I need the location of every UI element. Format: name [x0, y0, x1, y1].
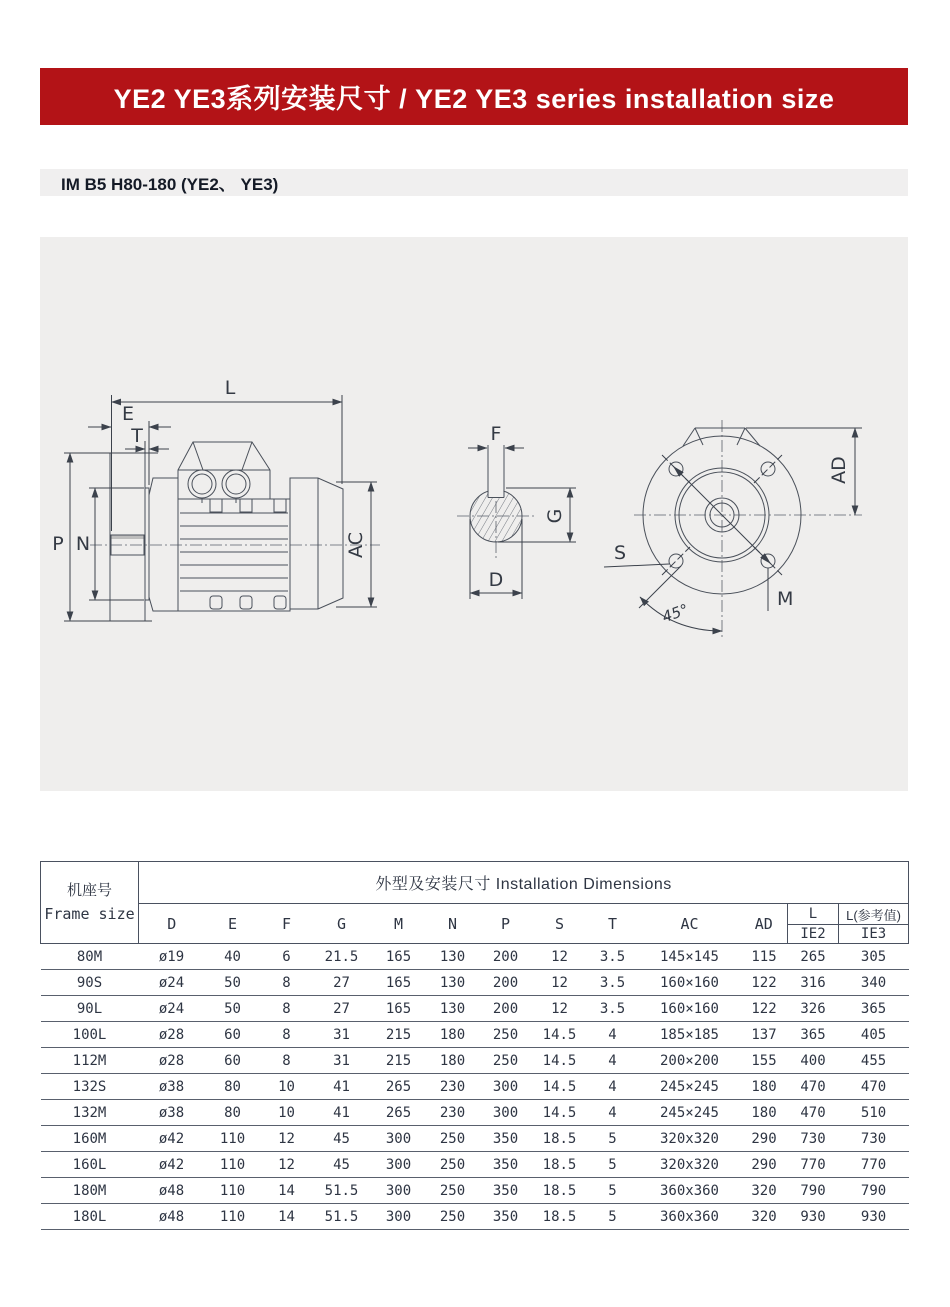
table-row [41, 970, 909, 996]
cell-P: 350 [479, 1126, 533, 1152]
cell-N: 230 [427, 1074, 479, 1100]
dimensions-table-wrap [40, 861, 908, 1230]
cell-IE2: 470 [788, 1100, 839, 1126]
group-header: 外型及安装尺寸 Installation Dimensions [139, 862, 909, 904]
cell-F: 14 [261, 1178, 313, 1204]
cell-S: 12 [533, 996, 587, 1022]
cell-F: 14 [261, 1204, 313, 1230]
cell-N: 130 [427, 996, 479, 1022]
cell-E: 40 [205, 944, 261, 970]
cell-IE3: 930 [839, 1204, 909, 1230]
col-header-E: E [205, 904, 261, 944]
cell-N: 250 [427, 1126, 479, 1152]
table-row [41, 1100, 909, 1126]
cell-frame: 112M [41, 1048, 139, 1074]
cell-S: 18.5 [533, 1126, 587, 1152]
cell-F: 12 [261, 1152, 313, 1178]
cell-D: ø48 [139, 1204, 205, 1230]
cell-frame: 80M [41, 944, 139, 970]
cell-N: 250 [427, 1204, 479, 1230]
cell-AC: 360x360 [639, 1204, 741, 1230]
cell-T: 5 [587, 1178, 639, 1204]
cell-G: 51.5 [313, 1204, 371, 1230]
dim-label-D: D [488, 569, 504, 591]
cell-P: 200 [479, 996, 533, 1022]
cell-IE3: 305 [839, 944, 909, 970]
cell-IE3: 510 [839, 1100, 909, 1126]
cell-E: 60 [205, 1022, 261, 1048]
col-header-G: G [313, 904, 371, 944]
cell-AC: 145×145 [639, 944, 741, 970]
cell-AD: 180 [741, 1100, 788, 1126]
cell-N: 250 [427, 1178, 479, 1204]
table-body [41, 944, 909, 1230]
cell-T: 4 [587, 1048, 639, 1074]
cell-D: ø19 [139, 944, 205, 970]
cell-M: 265 [371, 1100, 427, 1126]
cell-AD: 137 [741, 1022, 788, 1048]
cell-D: ø42 [139, 1126, 205, 1152]
cell-IE2: 930 [788, 1204, 839, 1230]
dim-label-S: S [613, 542, 627, 564]
cell-M: 300 [371, 1152, 427, 1178]
cell-D: ø24 [139, 996, 205, 1022]
dim-label-M: M [777, 588, 794, 610]
frame-size-header [41, 862, 139, 944]
shaft-section-view [457, 423, 576, 599]
cell-S: 12 [533, 970, 587, 996]
cell-AD: 122 [741, 996, 788, 1022]
cell-D: ø28 [139, 1022, 205, 1048]
cell-frame: 160L [41, 1152, 139, 1178]
cell-IE2: 265 [788, 944, 839, 970]
col-header-AC: AC [639, 904, 741, 944]
cell-frame: 180M [41, 1178, 139, 1204]
cell-E: 110 [205, 1152, 261, 1178]
cell-IE2: 730 [788, 1126, 839, 1152]
dim-label-T: T [131, 425, 143, 447]
cell-G: 27 [313, 970, 371, 996]
page-title: YE2 YE3系列安装尺寸 / YE2 YE3 series installation size [113, 84, 835, 114]
dim-label-angle: 45° [659, 600, 691, 627]
cell-AC: 245×245 [639, 1100, 741, 1126]
cell-E: 110 [205, 1178, 261, 1204]
dimensions-table [40, 861, 909, 1230]
cell-IE2: 400 [788, 1048, 839, 1074]
cell-T: 5 [587, 1126, 639, 1152]
col-header-D: D [139, 904, 205, 944]
table-row [41, 1126, 909, 1152]
cell-P: 350 [479, 1178, 533, 1204]
col-header-T: T [587, 904, 639, 944]
dim-label-AD: AD [828, 456, 850, 484]
flange-front-view [604, 420, 862, 639]
cell-P: 250 [479, 1022, 533, 1048]
cell-S: 12 [533, 944, 587, 970]
col-header-F: F [261, 904, 313, 944]
cell-E: 80 [205, 1074, 261, 1100]
cell-AC: 185×185 [639, 1022, 741, 1048]
cell-frame: 180L [41, 1204, 139, 1230]
cell-D: ø28 [139, 1048, 205, 1074]
col-header-AD: AD [741, 904, 788, 944]
cell-frame: 160M [41, 1126, 139, 1152]
cell-M: 165 [371, 944, 427, 970]
cell-M: 300 [371, 1204, 427, 1230]
cell-IE2: 365 [788, 1022, 839, 1048]
col-header-L: L [788, 904, 839, 925]
cell-P: 200 [479, 970, 533, 996]
cell-frame: 90S [41, 970, 139, 996]
col-header-M: M [371, 904, 427, 944]
cell-M: 215 [371, 1048, 427, 1074]
table-row [41, 944, 909, 970]
cell-G: 41 [313, 1100, 371, 1126]
cell-T: 3.5 [587, 970, 639, 996]
cell-P: 200 [479, 944, 533, 970]
cell-G: 31 [313, 1048, 371, 1074]
cell-N: 230 [427, 1100, 479, 1126]
cell-IE2: 790 [788, 1178, 839, 1204]
cell-E: 60 [205, 1048, 261, 1074]
cell-AC: 160×160 [639, 970, 741, 996]
cell-T: 3.5 [587, 996, 639, 1022]
installation-drawing [40, 237, 908, 791]
cell-IE2: 470 [788, 1074, 839, 1100]
cell-F: 10 [261, 1100, 313, 1126]
frame-size-header-cn: 机座号 [66, 882, 112, 899]
col-header-IE2: IE2 [788, 925, 839, 944]
table-header-row-2 [41, 904, 909, 925]
cell-S: 14.5 [533, 1048, 587, 1074]
cell-E: 110 [205, 1126, 261, 1152]
cell-S: 18.5 [533, 1152, 587, 1178]
cell-IE3: 455 [839, 1048, 909, 1074]
cell-F: 8 [261, 1022, 313, 1048]
table-row [41, 1152, 909, 1178]
dim-label-G: G [544, 508, 566, 524]
cell-G: 31 [313, 1022, 371, 1048]
cell-T: 4 [587, 1100, 639, 1126]
cell-F: 8 [261, 996, 313, 1022]
cell-AD: 320 [741, 1178, 788, 1204]
cell-AC: 320x320 [639, 1126, 741, 1152]
cell-M: 300 [371, 1178, 427, 1204]
technical-drawing-panel [40, 237, 908, 791]
cell-G: 41 [313, 1074, 371, 1100]
col-header-IE3: IE3 [839, 925, 909, 944]
cell-AC: 200×200 [639, 1048, 741, 1074]
cell-AD: 115 [741, 944, 788, 970]
cell-AD: 320 [741, 1204, 788, 1230]
cell-F: 12 [261, 1126, 313, 1152]
cell-F: 8 [261, 1048, 313, 1074]
dim-label-L: L [224, 377, 236, 399]
cell-M: 300 [371, 1126, 427, 1152]
cell-E: 50 [205, 996, 261, 1022]
cell-IE3: 790 [839, 1178, 909, 1204]
dim-label-P: P [52, 533, 64, 555]
cell-IE2: 316 [788, 970, 839, 996]
table-row [41, 1204, 909, 1230]
cell-IE3: 770 [839, 1152, 909, 1178]
cell-P: 250 [479, 1048, 533, 1074]
cell-E: 80 [205, 1100, 261, 1126]
cell-S: 14.5 [533, 1100, 587, 1126]
cell-P: 300 [479, 1074, 533, 1100]
cell-D: ø48 [139, 1178, 205, 1204]
cell-D: ø38 [139, 1074, 205, 1100]
cell-frame: 100L [41, 1022, 139, 1048]
cell-frame: 90L [41, 996, 139, 1022]
cell-D: ø38 [139, 1100, 205, 1126]
cell-T: 5 [587, 1204, 639, 1230]
cell-AD: 290 [741, 1152, 788, 1178]
cell-F: 6 [261, 944, 313, 970]
table-header-row-1 [41, 862, 909, 904]
cell-M: 165 [371, 996, 427, 1022]
cell-E: 50 [205, 970, 261, 996]
cell-IE3: 730 [839, 1126, 909, 1152]
cell-M: 215 [371, 1022, 427, 1048]
cell-N: 250 [427, 1152, 479, 1178]
cell-AD: 180 [741, 1074, 788, 1100]
cell-S: 18.5 [533, 1204, 587, 1230]
cell-M: 165 [371, 970, 427, 996]
cell-P: 350 [479, 1152, 533, 1178]
cell-AD: 122 [741, 970, 788, 996]
table-row [41, 1048, 909, 1074]
cell-P: 300 [479, 1100, 533, 1126]
cell-N: 130 [427, 944, 479, 970]
dim-label-F: F [490, 423, 502, 445]
cell-T: 4 [587, 1074, 639, 1100]
table-row [41, 1178, 909, 1204]
section-title: IM B5 H80-180 (YE2、 YE3) [61, 175, 279, 194]
frame-size-header-en: Frame size [44, 904, 135, 923]
cell-IE3: 470 [839, 1074, 909, 1100]
cell-IE2: 770 [788, 1152, 839, 1178]
cell-G: 21.5 [313, 944, 371, 970]
cell-N: 180 [427, 1022, 479, 1048]
cell-D: ø42 [139, 1152, 205, 1178]
cell-M: 265 [371, 1074, 427, 1100]
cell-G: 27 [313, 996, 371, 1022]
section-title-strip [40, 169, 908, 196]
cell-G: 45 [313, 1152, 371, 1178]
cell-IE2: 326 [788, 996, 839, 1022]
cell-AC: 360x360 [639, 1178, 741, 1204]
dim-label-N: N [75, 533, 91, 555]
cell-G: 45 [313, 1126, 371, 1152]
motor-side-view [52, 377, 380, 621]
cell-F: 8 [261, 970, 313, 996]
cell-S: 18.5 [533, 1178, 587, 1204]
cell-AC: 245×245 [639, 1074, 741, 1100]
cell-T: 3.5 [587, 944, 639, 970]
cell-S: 14.5 [533, 1022, 587, 1048]
cell-N: 180 [427, 1048, 479, 1074]
dim-label-E: E [121, 403, 135, 425]
table-row [41, 1022, 909, 1048]
cell-S: 14.5 [533, 1074, 587, 1100]
cell-IE3: 405 [839, 1022, 909, 1048]
page-title-banner [40, 68, 908, 125]
cell-E: 110 [205, 1204, 261, 1230]
cell-IE3: 340 [839, 970, 909, 996]
col-header-L-ref: L(参考值) [839, 904, 909, 925]
cell-IE3: 365 [839, 996, 909, 1022]
cell-D: ø24 [139, 970, 205, 996]
table-row [41, 1074, 909, 1100]
cell-N: 130 [427, 970, 479, 996]
table-row [41, 996, 909, 1022]
col-header-N: N [427, 904, 479, 944]
col-header-P: P [479, 904, 533, 944]
cell-frame: 132M [41, 1100, 139, 1126]
dim-label-AC: AC [345, 532, 367, 558]
cell-AC: 160×160 [639, 996, 741, 1022]
cell-T: 4 [587, 1022, 639, 1048]
col-header-S: S [533, 904, 587, 944]
cell-P: 350 [479, 1204, 533, 1230]
cell-T: 5 [587, 1152, 639, 1178]
cell-G: 51.5 [313, 1178, 371, 1204]
cell-frame: 132S [41, 1074, 139, 1100]
cell-AD: 290 [741, 1126, 788, 1152]
cell-AD: 155 [741, 1048, 788, 1074]
cell-F: 10 [261, 1074, 313, 1100]
cell-AC: 320x320 [639, 1152, 741, 1178]
